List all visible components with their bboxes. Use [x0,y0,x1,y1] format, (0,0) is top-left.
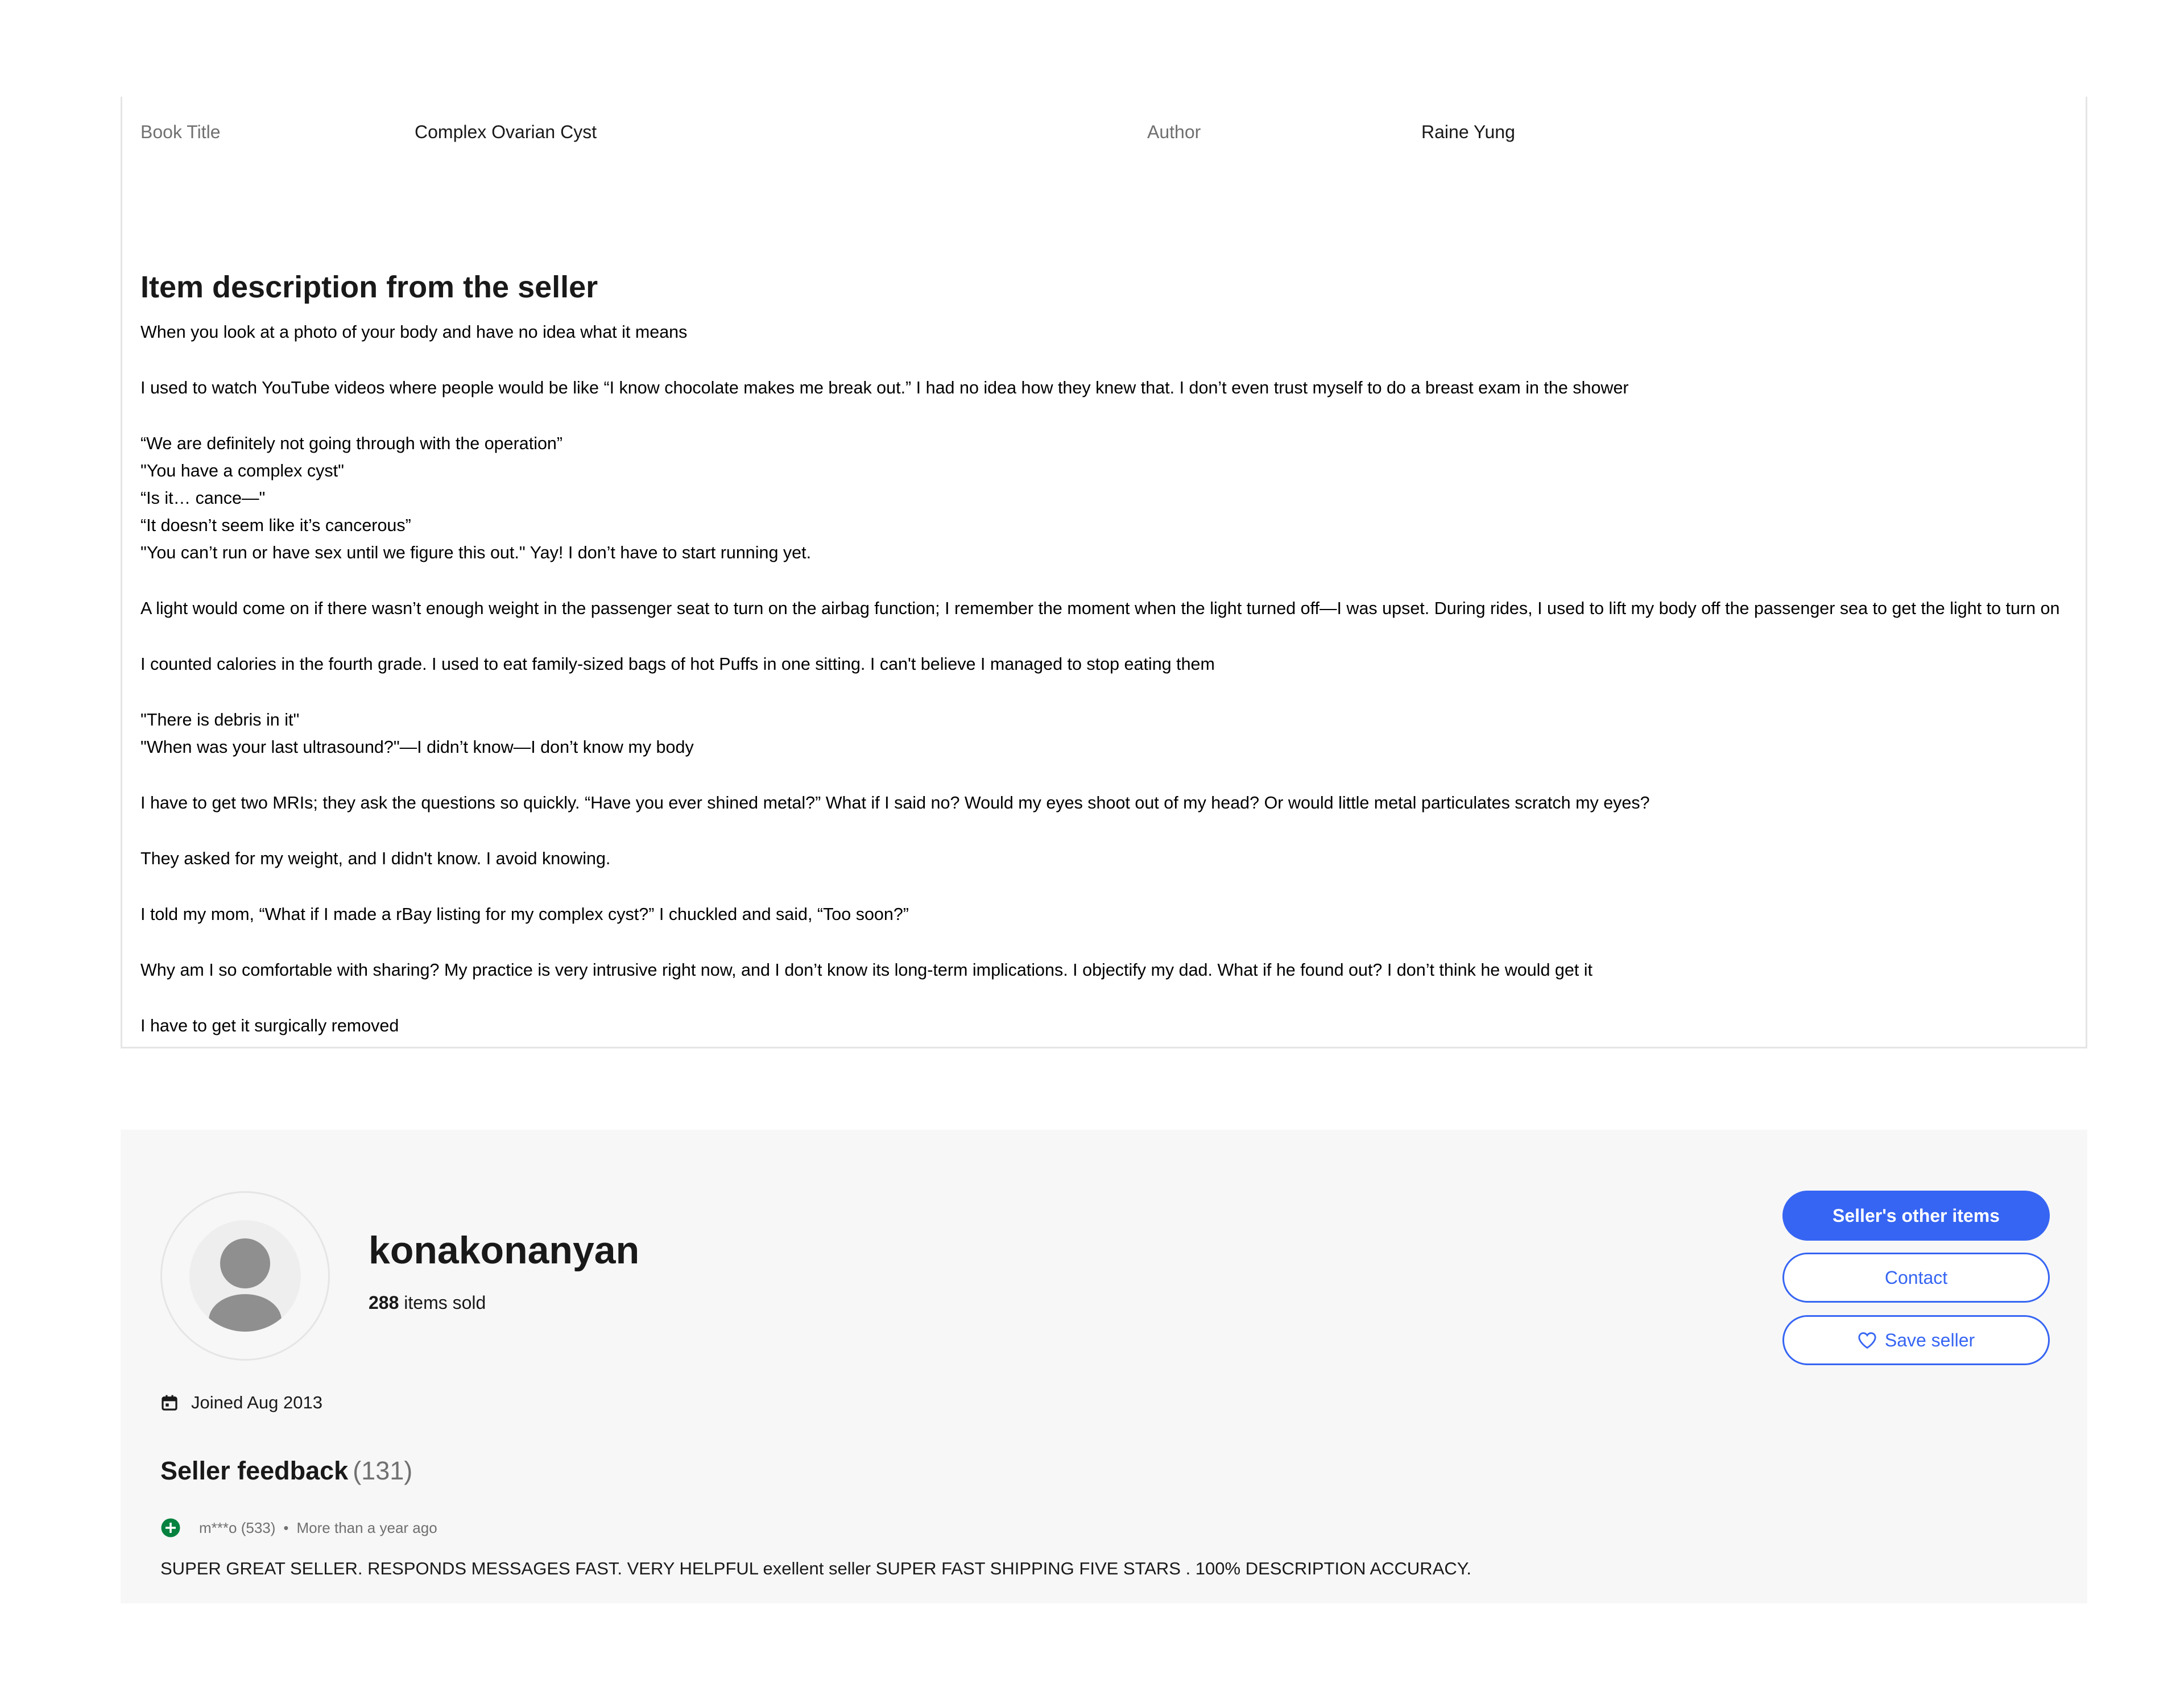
seller-name[interactable]: konakonanyan [369,1229,640,1272]
feedback-user: m***o (533) [199,1519,276,1536]
description-paragraph: When you look at a photo of your body and have no idea what it means [140,322,688,342]
seller-description [140,318,2069,1068]
description-line: “We are definitely not going through with the operation” [140,434,563,453]
description-paragraph: They asked for my weight, and I didn't know. I avoid knowing. [140,849,611,868]
item-specifics-and-description [121,97,2087,1048]
description-paragraph: I have to get two MRIs; they ask the questions so quickly. “Have you ever shined metal?” What if I said no? Would my eyes shoot out of my head? Or would little metal particulates scratch my eyes? [140,793,1650,813]
seller-feedback-heading [160,1454,412,1488]
items-sold-count: 288 [369,1292,399,1313]
description-line: "There is debris in it" [140,710,300,729]
heart-icon [1858,1331,1877,1349]
items-sold [369,1291,486,1314]
description-line: "You can’t run or have sex until we figure this out." Yay! I don’t have to start running yet. [140,543,812,562]
feedback-meta [160,1516,437,1539]
description-paragraph [140,706,2069,761]
sellers-other-items-button[interactable]: Seller's other items [1782,1191,2050,1241]
joined-date [160,1391,322,1414]
description-line: "You have a complex cyst" [140,461,344,480]
seller-avatar[interactable] [160,1191,330,1361]
items-sold-label: items sold [404,1292,486,1313]
joined-text: Joined Aug 2013 [191,1392,322,1412]
item-specifics-row [122,110,2086,156]
description-paragraph: I used to watch YouTube videos where people would be like “I know chocolate makes me break out.” I had no idea how they knew that. I don’t even trust myself to do a breast exam in the shower [140,378,1629,397]
user-avatar-icon [189,1220,301,1332]
calendar-icon [160,1394,179,1412]
description-line: “It doesn’t seem like it’s cancerous” [140,516,411,535]
description-line: "When was your last ultrasound?"—I didn’t know—I don’t know my body [140,737,694,757]
description-line: “Is it… cance—" [140,488,266,508]
author-value: Raine Yung [1421,122,1515,142]
author-label: Author [1147,122,1201,142]
book-title-label: Book Title [140,122,221,142]
contact-seller-button[interactable]: Contact [1782,1253,2050,1303]
description-paragraph: I have to get it surgically removed [140,1016,399,1035]
separator-dot: • [283,1519,289,1536]
description-paragraph [140,430,2069,566]
description-paragraph: Why am I so comfortable with sharing? My practice is very intrusive right now, and I don’t know its long-term implications. I objectify my dad. What if he found out? I don’t think he would get it [140,960,1593,980]
feedback-comment: SUPER GREAT SELLER. RESPONDS MESSAGES FAST. VERY HELPFUL exellent seller SUPER FAST SHIPPING FIVE STARS . 100% DESCRIPTION ACCURACY. [160,1558,1472,1578]
save-seller-button[interactable] [1782,1315,2050,1365]
feedback-time: More than a year ago [296,1519,437,1536]
save-seller-label: Save seller [1884,1329,1975,1350]
positive-feedback-icon [160,1518,181,1538]
book-title-value: Complex Ovarian Cyst [415,122,597,142]
description-heading: Item description from the seller [140,270,598,304]
description-paragraph: I told my mom, “What if I made a rBay listing for my complex cyst?” I chuckled and said, “Too soon?” [140,905,909,924]
feedback-title: Seller feedback [160,1456,349,1485]
seller-info-panel [121,1130,2087,1603]
feedback-count: (131) [353,1456,413,1485]
description-paragraph: I counted calories in the fourth grade. I used to eat family-sized bags of hot Puffs in one sitting. I can't believe I managed to stop eating them [140,654,1215,674]
description-paragraph: A light would come on if there wasn’t enough weight in the passenger seat to turn on the airbag function; I remember the moment when the light turned off—I was upset. During rides, I used to lift my body off the passenger sea to get the light to turn on [140,599,2060,618]
